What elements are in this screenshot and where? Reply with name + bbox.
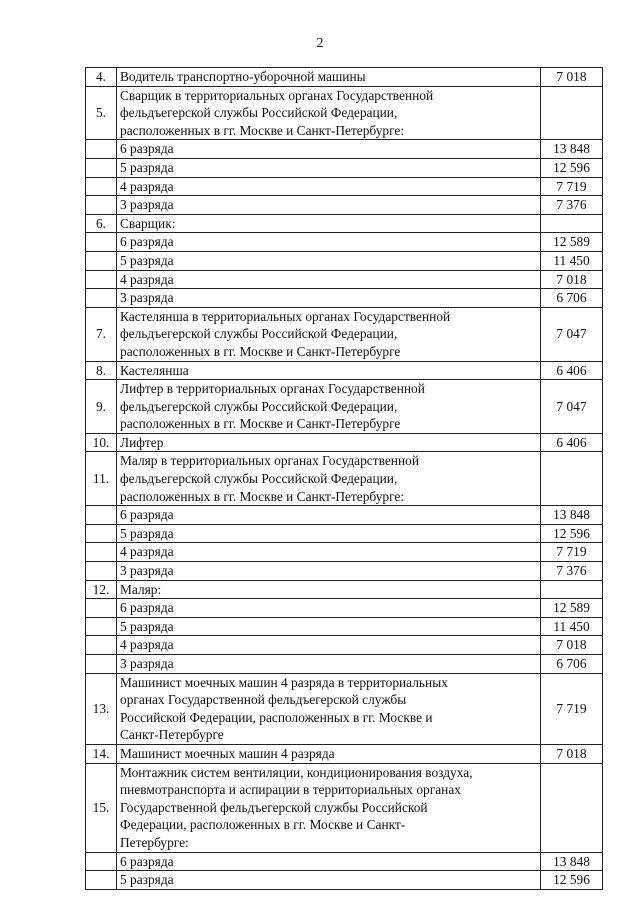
table-row <box>86 289 603 308</box>
salary-value: 11 450 <box>541 617 603 636</box>
salary-value: 13 848 <box>541 506 603 525</box>
row-number <box>86 233 117 252</box>
salary-value: 7 719 <box>541 673 603 744</box>
table-row <box>86 673 603 744</box>
salary-value <box>541 214 603 233</box>
row-number: 12. <box>86 580 117 599</box>
salary-value: 7 376 <box>541 562 603 581</box>
row-number: 10. <box>86 433 117 452</box>
row-number <box>86 852 117 871</box>
position-title: 4 разряда <box>117 636 541 655</box>
page-number: 2 <box>316 36 324 51</box>
position-title: 5 разряда <box>117 251 541 270</box>
position-title: Маляр в территориальных органах Государственной фельдъегерской службы Российской Федерации, расположенных в гг. Москве и Санкт-Петербурге: <box>117 452 541 506</box>
salary-value: 7 047 <box>541 380 603 434</box>
table-row <box>86 177 603 196</box>
salary-value: 7 047 <box>541 307 603 361</box>
row-number <box>86 140 117 159</box>
salary-value: 6 706 <box>541 289 603 308</box>
table-row <box>86 140 603 159</box>
position-title: 4 разряда <box>117 270 541 289</box>
position-title: Лифтер в территориальных органах Государственной фельдъегерской службы Российской Федерации, расположенных в гг. Москве и Санкт-Петербурге <box>117 380 541 434</box>
table-row <box>86 380 603 434</box>
salary-value <box>541 452 603 506</box>
position-title: 3 разряда <box>117 289 541 308</box>
position-title: 5 разряда <box>117 158 541 177</box>
position-title: Маляр: <box>117 580 541 599</box>
salary-value: 6 406 <box>541 433 603 452</box>
table-row <box>86 361 603 380</box>
row-number <box>86 506 117 525</box>
table-row <box>86 636 603 655</box>
position-title: Кастелянша в территориальных органах Государственной фельдъегерской службы Российской Федерации, расположенных в гг. Москве и Санкт-Петербурге <box>117 307 541 361</box>
table-row <box>86 562 603 581</box>
row-number: 6. <box>86 214 117 233</box>
salary-value: 13 848 <box>541 140 603 159</box>
salary-value: 7 719 <box>541 177 603 196</box>
salary-value: 6 406 <box>541 361 603 380</box>
salary-value <box>541 86 603 140</box>
position-title: 6 разряда <box>117 233 541 252</box>
row-number <box>86 599 117 618</box>
position-title: 5 разряда <box>117 617 541 636</box>
table-row <box>86 214 603 233</box>
salary-value: 11 450 <box>541 251 603 270</box>
position-title: 5 разряда <box>117 871 541 890</box>
row-number: 11. <box>86 452 117 506</box>
salary-value <box>541 580 603 599</box>
salary-value: 12 589 <box>541 233 603 252</box>
table-row <box>86 871 603 890</box>
position-title: Кастелянша <box>117 361 541 380</box>
position-title: 3 разряда <box>117 655 541 674</box>
salary-value: 7 018 <box>541 270 603 289</box>
table-row <box>86 763 603 852</box>
table-row <box>86 852 603 871</box>
salary-value: 12 589 <box>541 599 603 618</box>
table-body <box>86 68 603 890</box>
position-title: Водитель транспортно-уборочной машины <box>117 68 541 87</box>
table-row <box>86 655 603 674</box>
position-title: 6 разряда <box>117 140 541 159</box>
position-title: 6 разряда <box>117 852 541 871</box>
table-row <box>86 452 603 506</box>
salary-value: 7 719 <box>541 543 603 562</box>
salary-table <box>85 67 603 890</box>
table-row <box>86 307 603 361</box>
salary-value <box>541 763 603 852</box>
salary-value: 12 596 <box>541 871 603 890</box>
position-title: 5 разряда <box>117 524 541 543</box>
table-row <box>86 158 603 177</box>
table-row <box>86 524 603 543</box>
row-number <box>86 177 117 196</box>
table-row <box>86 433 603 452</box>
position-title: Машинист моечных машин 4 разряда в территориальных органах Государственной фельдъегерской службы Российской Федерации, расположенных в гг. Москве и Санкт-Петербурге <box>117 673 541 744</box>
row-number <box>86 158 117 177</box>
row-number: 14. <box>86 744 117 763</box>
table-row <box>86 599 603 618</box>
table-row <box>86 233 603 252</box>
row-number <box>86 524 117 543</box>
row-number <box>86 270 117 289</box>
salary-value: 7 018 <box>541 636 603 655</box>
position-title: Машинист моечных машин 4 разряда <box>117 744 541 763</box>
row-number <box>86 196 117 215</box>
row-number <box>86 543 117 562</box>
position-title: 3 разряда <box>117 196 541 215</box>
row-number: 9. <box>86 380 117 434</box>
position-title: Сварщик в территориальных органах Государственной фельдъегерской службы Российской Федерации, расположенных в гг. Москве и Санкт-Петербурге: <box>117 86 541 140</box>
row-number <box>86 617 117 636</box>
row-number: 4. <box>86 68 117 87</box>
salary-value: 7 018 <box>541 744 603 763</box>
table-row <box>86 270 603 289</box>
salary-value: 7 376 <box>541 196 603 215</box>
salary-value: 12 596 <box>541 158 603 177</box>
row-number: 5. <box>86 86 117 140</box>
row-number <box>86 289 117 308</box>
position-title: 6 разряда <box>117 506 541 525</box>
table-row <box>86 580 603 599</box>
row-number <box>86 871 117 890</box>
table-row <box>86 251 603 270</box>
position-title: 4 разряда <box>117 177 541 196</box>
row-number: 13. <box>86 673 117 744</box>
salary-value: 7 018 <box>541 68 603 87</box>
position-title: Лифтер <box>117 433 541 452</box>
position-title: 4 разряда <box>117 543 541 562</box>
salary-value: 6 706 <box>541 655 603 674</box>
position-title: 6 разряда <box>117 599 541 618</box>
row-number <box>86 655 117 674</box>
salary-value: 12 596 <box>541 524 603 543</box>
table-row <box>86 68 603 87</box>
position-title: Монтажник систем вентиляции, кондиционирования воздуха, пневмотранспорта и аспирации в территориальных органах Государственной фельдъегерской службы Российской Федерации, расположенных в гг. Москве и Санкт- Петербурге: <box>117 763 541 852</box>
row-number <box>86 562 117 581</box>
row-number: 8. <box>86 361 117 380</box>
table-row <box>86 86 603 140</box>
row-number: 15. <box>86 763 117 852</box>
table-row <box>86 506 603 525</box>
salary-value: 13 848 <box>541 852 603 871</box>
row-number <box>86 251 117 270</box>
table-row <box>86 543 603 562</box>
position-title: 3 разряда <box>117 562 541 581</box>
position-title: Сварщик: <box>117 214 541 233</box>
table-row <box>86 617 603 636</box>
table-row <box>86 744 603 763</box>
table-row <box>86 196 603 215</box>
row-number <box>86 636 117 655</box>
row-number: 7. <box>86 307 117 361</box>
